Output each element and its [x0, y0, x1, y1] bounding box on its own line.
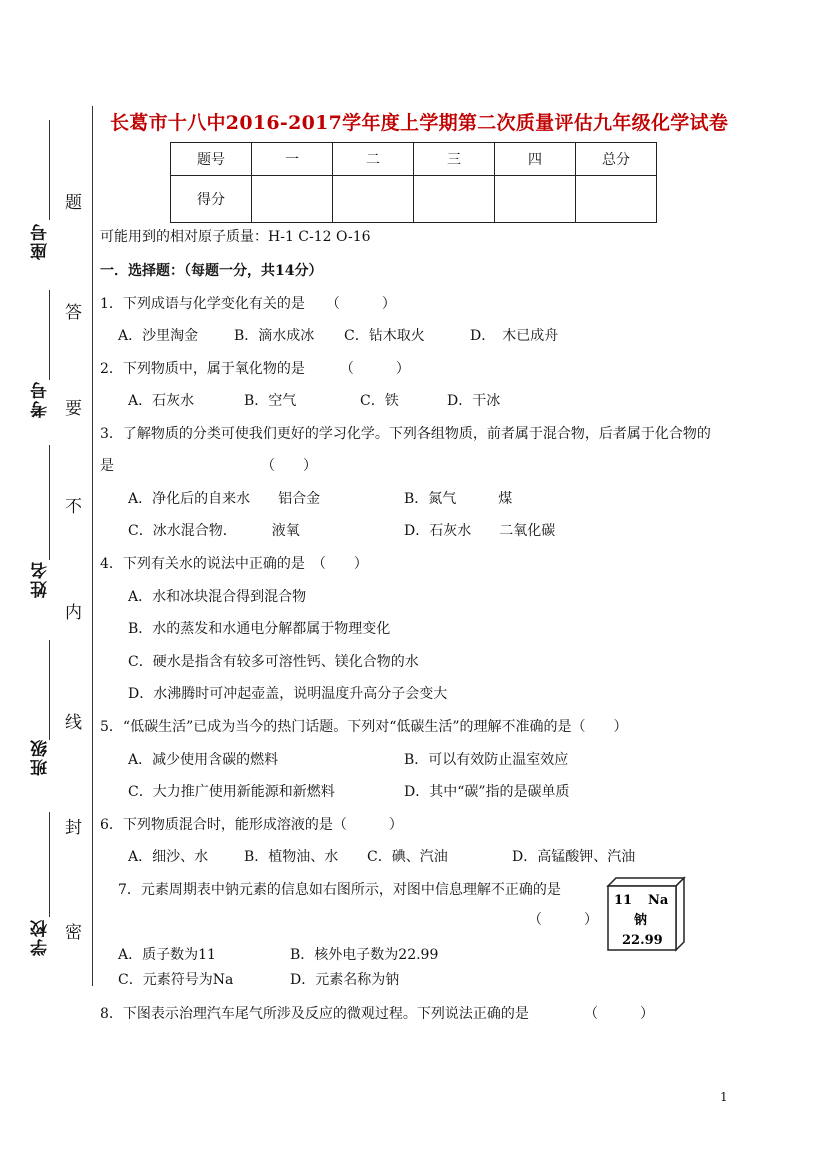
- binding-char: 不: [65, 497, 82, 517]
- option: B．滴水成冰: [234, 328, 315, 344]
- option: B．空气: [244, 393, 297, 409]
- fill-line-seat[interactable]: [49, 120, 50, 220]
- binding-char: 要: [65, 399, 82, 419]
- binding-char: 封: [65, 818, 82, 838]
- label-class: 班级: [31, 738, 51, 776]
- score-cell[interactable]: [414, 176, 495, 223]
- fill-line-class[interactable]: [49, 640, 50, 740]
- option: C．元素符号为Na: [118, 972, 234, 988]
- element-mass: 22.99: [622, 933, 663, 948]
- option: C．碘、汽油: [367, 849, 448, 865]
- score-cell[interactable]: [252, 176, 333, 223]
- option: A．净化后的自来水 铝合金: [128, 491, 321, 507]
- label-exam-number: 考号: [31, 380, 51, 418]
- question-stem: 6．下列物质混合时，能形成溶液的是（ ）: [100, 817, 403, 833]
- option: A．石灰水: [128, 393, 195, 409]
- label-school: 学校: [31, 918, 51, 956]
- question-stem: 5．“低碳生活”已成为当今的热门话题。下列对“低碳生活”的理解不准确的是（ ）: [100, 719, 628, 735]
- option: A．沙里淘金: [118, 328, 199, 344]
- option: B．核外电子数为22.99: [290, 947, 439, 963]
- label-seat-number: 座号: [31, 222, 51, 260]
- option: C．铁: [360, 393, 399, 409]
- answer-paren: （ ）: [584, 1006, 654, 1022]
- answer-paren: （ ）: [528, 912, 598, 928]
- question-stem: 1．下列成语与化学变化有关的是 （ ）: [100, 296, 396, 312]
- question-stem: 7．元素周期表中钠元素的信息如右图所示，对图中信息理解不正确的是: [118, 882, 561, 898]
- fill-line-school[interactable]: [49, 812, 50, 917]
- binding-line: [92, 106, 93, 986]
- score-cell[interactable]: [333, 176, 414, 223]
- option: D．高锰酸钾、汽油: [512, 849, 636, 865]
- score-header-cell: 一: [252, 143, 333, 176]
- option: C．冰水混合物． 液氧: [128, 523, 300, 539]
- binding-char: 答: [65, 303, 82, 323]
- option: C．钻木取火: [344, 328, 425, 344]
- option: A．水和冰块混合得到混合物: [128, 589, 307, 605]
- question-stem: 8．下图表示治理汽车尾气所涉及反应的微观过程。下列说法正确的是: [100, 1006, 529, 1022]
- option: D．其中“碳”指的是碳单质: [404, 784, 570, 800]
- binding-char: 线: [65, 713, 82, 733]
- question-stem: 3．了解物质的分类可使我们更好的学习化学。下列各组物质，前者属于混合物，后者属于化合物的: [100, 426, 711, 442]
- option: D． 木已成舟: [470, 328, 559, 344]
- option: C．大力推广使用新能源和新燃料: [128, 784, 335, 800]
- binding-char: 内: [65, 603, 82, 623]
- label-name: 姓名: [31, 560, 51, 598]
- score-table: [170, 142, 657, 223]
- option: D．干冰: [447, 393, 501, 409]
- option: B．水的蒸发和水通电分解都属于物理变化: [128, 621, 391, 637]
- question-stem: 2．下列物质中，属于氧化物的是 （ ）: [100, 361, 410, 377]
- option: B．氮气 煤: [404, 491, 513, 507]
- binding-char: 密: [65, 923, 82, 943]
- question-stem-continued: 是 （ ）: [100, 458, 317, 474]
- score-row-label: 得分: [171, 176, 252, 223]
- option: A．减少使用含碳的燃料: [128, 752, 279, 768]
- atomic-mass-note: 可能用到的相对原子质量：H-1 C-12 O-16: [100, 229, 371, 245]
- option: B．植物油、水: [244, 849, 339, 865]
- element-atomic-number: 11: [614, 893, 633, 908]
- page-title: 长葛市十八中2016-2017学年度上学期第二次质量评估九年级化学试卷: [110, 112, 729, 134]
- sodium-element-card: [604, 876, 688, 954]
- score-header-cell: 三: [414, 143, 495, 176]
- score-header-cell: 题号: [171, 143, 252, 176]
- element-symbol: Na: [648, 893, 669, 908]
- section-heading: 一．选择题：（每题一分，共14分）: [100, 263, 323, 279]
- option: A．质子数为11: [118, 947, 216, 963]
- option: D．元素名称为钠: [290, 972, 400, 988]
- option: A．细沙、水: [128, 849, 209, 865]
- fill-line-exam-number[interactable]: [49, 290, 50, 380]
- element-name: 钠: [634, 913, 648, 928]
- score-header-cell: 总分: [576, 143, 657, 176]
- option: D．水沸腾时可冲起壶盖，说明温度升高分子会变大: [128, 686, 448, 702]
- fill-line-name[interactable]: [49, 445, 50, 560]
- page-number: 1: [720, 1090, 728, 1104]
- score-cell[interactable]: [495, 176, 576, 223]
- option: B．可以有效防止温室效应: [404, 752, 569, 768]
- option: C．硬水是指含有较多可溶性钙、镁化合物的水: [128, 654, 419, 670]
- binding-char: 题: [65, 193, 82, 213]
- question-stem: 4．下列有关水的说法中正确的是 （ ）: [100, 556, 368, 572]
- option: D．石灰水 二氧化碳: [404, 523, 556, 539]
- score-cell[interactable]: [576, 176, 657, 223]
- score-header-cell: 四: [495, 143, 576, 176]
- score-header-cell: 二: [333, 143, 414, 176]
